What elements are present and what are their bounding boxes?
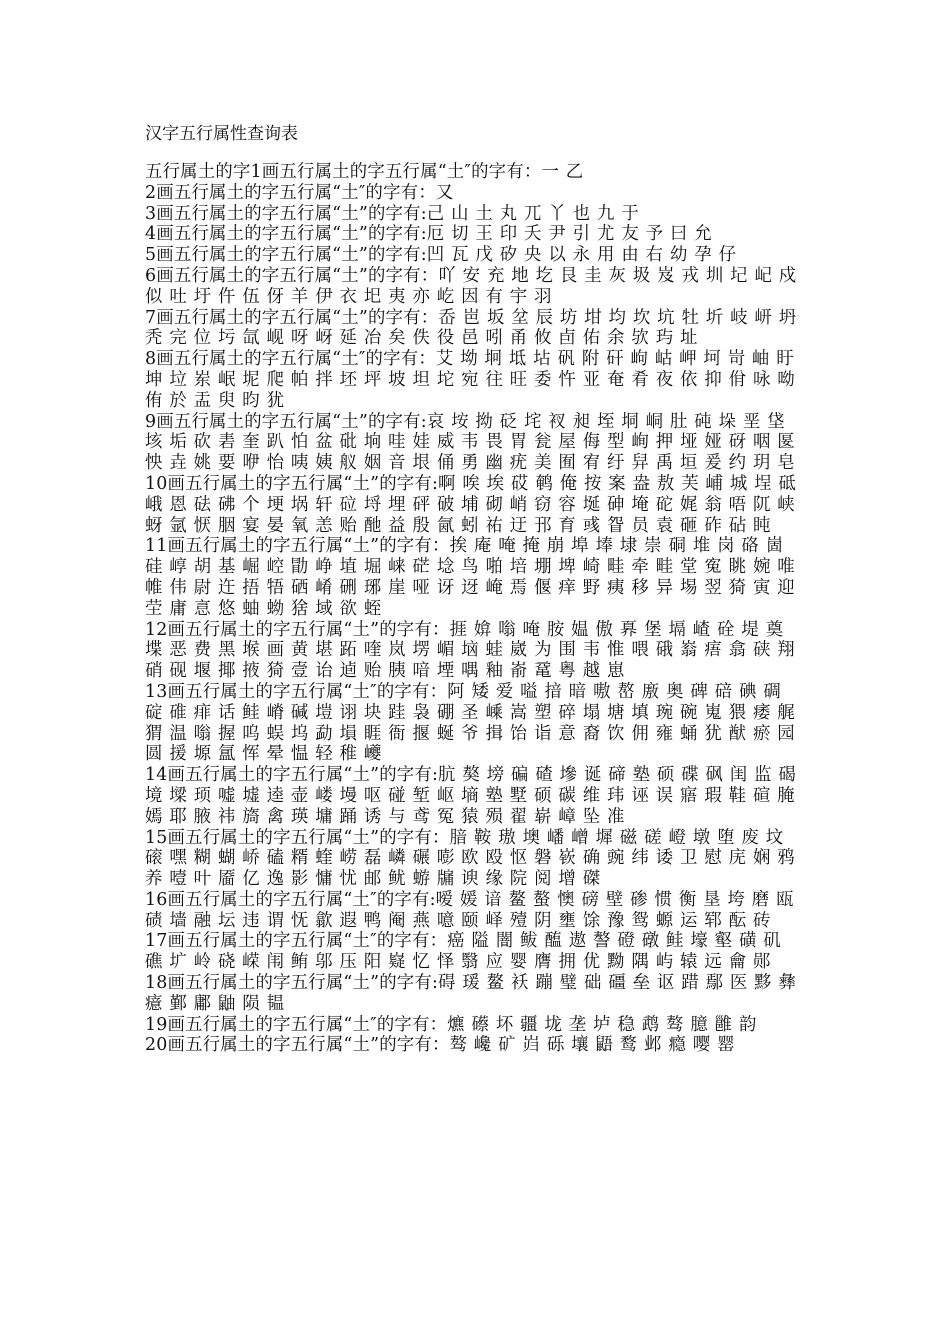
- stroke-line-17: 17画五行属土的字五行属“土″的字有：癌 隘 闇 鲅 醢 遨 謷 磴 礅 鲑 壕 壑 磺 矶 礁 圹 岭 硗 嵘 闱 鲔 邬 压 阳 嶷 忆 怿 翳 应 婴 膺 拥 优 黝 隅 屿 辕 远 龠 郧: [145, 931, 781, 973]
- stroke-line-11: 11画五行属土的字五行属“土”的字有：挨 庵 唵 掩 崩 埠 埲 埭 崇 硐 堆 岗 硌 崮 硅 崞 胡 基 崛 崆 勖 峥 埴 堀 崃 硭 埝 鸟 啪 培 堋 埤 崎 畦 牵 畦 堂 寃 眺 婉 唯 帷 伟 尉 迕 捂 牾 硒 崤 硎 琊 崖 哑 讶 迓 崦 焉 偃 痒 野 痍 移 异 埸 翌 猗 寅 迎 茔 庸 悥 悠 蚰 蚴 猞 域 欲 蛭: [145, 536, 795, 619]
- stroke-line-4: 4画五行属土的字五行属“土”的字有:厄 切 王 印 夭 尹 引 尤 友 予 曰 允: [145, 224, 712, 245]
- stroke-line-18: 18画五行属土的字五行属“土”的字有:碍 瑗 鳌 袄 蹦 璧 础 礓 垒 讴 踖 鄢 医 黟 彝 癔 鄞 鄘 鼬 陨 韫: [145, 973, 797, 1014]
- document-title: 汉字五行属性查询表: [145, 124, 298, 144]
- stroke-line-1: 五行属土的字1画五行属土的字五行属“土″的字有：一 乙: [145, 162, 584, 182]
- stroke-line-20: 20画五行属土的字五行属“土”的字有：骜 巉 矿 岿 砾 壤 鼯 鹜 邺 瘾 嘤 罂: [145, 1035, 735, 1056]
- stroke-line-13: 13画五行属土的字五行属“土″的字有：阿 矮 爱 嗌 揞 暗 嗷 嶅 廒 奥 碑 碚 碘 碉 碇 碓 痱 话 鲑 嵴 碱 塏 诩 块 跬 袅 硼 圣 嵊 嵩 塑 碎 塌 塘 填 琬 碗 嵬 猥 痿 艉 猬 温 嗡 握 呜 蜈 坞 勐 塤 睚 衙 揠 蜒 爷 揖 饴 诣 意 裔 饮 佣 雍 蛹 犹 猷 瘀 园 圆 援 塬 氲 恽 晕 愠 轻 稚 巙: [145, 681, 795, 765]
- stroke-line-14: 14画五行属土的字五行属“土”的字有:肮 獒 塝 碥 碴 墋 诞 碲 塾 硕 碟 砜 闺 监 碣 境 墚 顼 嘘 墟 逵 壶 嵝 墁 呕 碰 堑 岖 墒 塾 墅 硕 碳 维 玮 诬 误 寤 瑕 鞋 碹 腌 嫣 耶 腋 祎 旖 禽 瑛 墉 踊 诱 与 鸢 冤 猿 殒 翟 崭 嶂 坠 准: [145, 765, 797, 827]
- stroke-line-12: 12画五行属土的字五行属“土”的字有：捱 媕 嗡 唵 胺 媪 傲 奡 堡 塥 嵖 硂 堤 奠 堞 恶 费 黑 堠 画 黄 堪 跖 喹 岚 塄 嵋 垴 蛙 崴 为 围 韦 惟 喂 硪 嵡 痦 翕 硖 翔 硝 砚 堰 揶 掖 猗 壹 诒 逌 贻 胰 喑 堙 喁 釉 嵛 鼋 粤 越 崽: [145, 619, 795, 682]
- stroke-line-10: 10画五行属土的字五行属“土”的字有:啊 唉 埃 砹 鹌 俺 按 案 盎 敖 芙 峬 城 埕 砥 峨 恩 砝 砩 个 埂 埚 轩 砬 埒 埋 砰 破 埔 砌 峭 窃 容 埏 砷 埯 砣 娓 翁 唔 阢 峡 蚜 氩 恹 胭 宴 晏 氧 恙 贻 酏 益 殷 氤 蚓 祐 迂 邘 育 彧 眢 员 袁 砸 砟 砧 盹: [145, 473, 797, 536]
- stroke-line-16: 16画五行属土的字五行属“土″的字有:嗳 媛 谙 鳌 螯 懊 磅 壁 碜 惯 衡 垦 垮 磨 瓯 碛 墙 融 坛 违 谓 怃 歙 遐 鸭 阉 燕 噫 颐 峄 殪 阴 壅 馀 豫 鸳 螈 运 郓 酝 砖: [145, 889, 794, 931]
- stroke-line-15: 15画五行属土的字五行属“土”的字有：腤 鞍 璈 墺 嶓 嶒 墀 磁 磋 嶝 墩 堕 废 坟 磙 嘿 糊 蝴 峤 磕 糈 蝰 崂 磊 嶙 碾 嘭 欧 殴 怄 磐 嵚 确 豌 纬 诿 卫 慰 庑 娴 鸦 养 噎 叶 靥 亿 逸 影 慵 忧 邮 鱿 蝣 牖 谀 缘 院 阅 增 磔: [145, 827, 795, 890]
- document-body: [145, 162, 800, 1056]
- stroke-line-2: 2画五行属土的字五行属“土″的字有：又: [145, 182, 454, 203]
- stroke-line-5: 5画五行属土的字五行属“土”的字有:凹 瓦 戊 矽 央 以 永 用 由 右 幼 孕 仔: [145, 245, 737, 266]
- stroke-line-19: 19画五行属土的字五行属“土″的字有：爊 礤 坏 疆 垅 垄 垆 稳 鹉 骜 臆 雝 韵: [145, 1014, 757, 1035]
- stroke-line-7: 7画五行属土的字五行属“土”的字有：岙 岜 坂 坌 辰 坊 坩 均 坎 坑 牡 圻 岐 岍 坍 秃 完 位 圬 氙 岘 呀 岈 延 冶 矣 佚 役 邑 吲 甬 攸 卣 佑 余 欤 玙 址: [145, 307, 797, 349]
- stroke-line-8: 8画五行属土的字五行属“土″的字有：艾 坳 坰 坻 坫 矾 附 矸 岣 岵 岬 坷 岢 岫 盱 坤 垃 岽 岷 坭 爬 帕 拌 坯 坪 坡 坦 坨 宛 往 旺 委 忤 亚 奄 肴 夜 依 抑 佾 咏 呦 侑 於 盂 臾 昀 犹: [145, 349, 795, 411]
- stroke-line-9: 9画五行属土的字五行属“土”的字有:哀 垵 拗 砭 垞 衩 昶 垤 垌 峒 肚 砘 垛 垩 垡 垓 垢 砍 砉 奎 趴 怕 盆 砒 垧 哇 娃 威 韦 畏 胃 瓮 屋 侮 型 峋 押 垭 娅 砑 咽 匽 怏 垚 姚 要 咿 怡 咦 姨 舣 姻 音 垠 俑 勇 幽 疣 美 囿 宥 纡 舁 禹 垣 爰 约 玥 皂: [145, 411, 795, 474]
- stroke-line-3: 3画五行属土的字五行属“土”的字有:己 山 土 丸 兀 丫 也 九 于: [145, 203, 639, 224]
- stroke-line-6: 6画五行属土的字五行属“土”的字有：吖 安 充 地 圪 艮 圭 灰 圾 岌 戎 圳 圮 屺 戍 似 吐 圩 仵 伍 伢 羊 伊 衣 圯 夷 亦 屹 因 有 宇 羽: [145, 265, 797, 307]
